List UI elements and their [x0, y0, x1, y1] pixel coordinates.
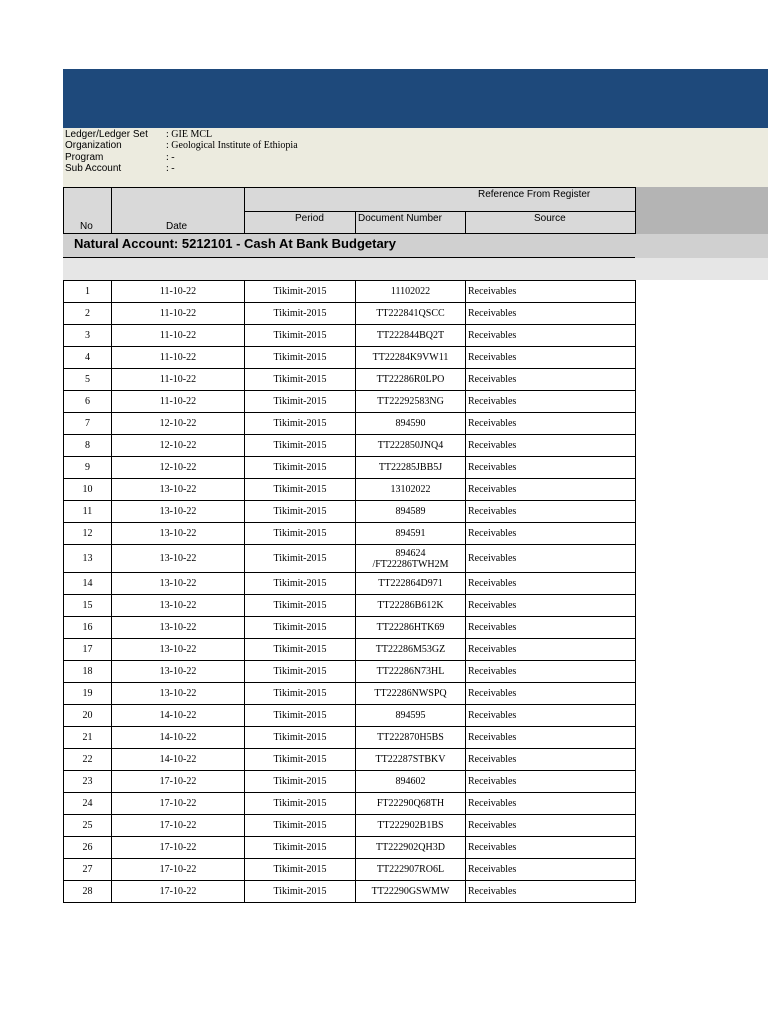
row-document-number: TT222902QH3D — [356, 837, 466, 859]
row-date: 13-10-22 — [112, 617, 245, 639]
report-banner — [63, 69, 768, 128]
row-source: Receivables — [466, 705, 636, 727]
table-row — [64, 771, 636, 793]
table-row — [64, 727, 636, 749]
table-row — [64, 413, 636, 435]
row-number: 13 — [64, 545, 112, 573]
row-date: 12-10-22 — [112, 413, 245, 435]
row-number: 4 — [64, 347, 112, 369]
row-source: Receivables — [466, 281, 636, 303]
table-row — [64, 595, 636, 617]
row-date: 17-10-22 — [112, 859, 245, 881]
row-document-number: 894590 — [356, 413, 466, 435]
table-row — [64, 881, 636, 903]
row-date: 13-10-22 — [112, 661, 245, 683]
row-date: 11-10-22 — [112, 391, 245, 413]
table-row — [64, 435, 636, 457]
column-header-period-label: Period — [295, 213, 324, 224]
row-period: Tikimit-2015 — [245, 771, 356, 793]
row-source: Receivables — [466, 771, 636, 793]
row-number: 24 — [64, 793, 112, 815]
row-period: Tikimit-2015 — [245, 391, 356, 413]
row-date: 17-10-22 — [112, 881, 245, 903]
table-row — [64, 501, 636, 523]
row-document-number: TT22286HTK69 — [356, 617, 466, 639]
row-document-number: 13102022 — [356, 479, 466, 501]
row-source: Receivables — [466, 303, 636, 325]
row-date: 11-10-22 — [112, 325, 245, 347]
row-period: Tikimit-2015 — [245, 501, 356, 523]
row-source: Receivables — [466, 683, 636, 705]
table-row — [64, 661, 636, 683]
column-group-reference — [244, 187, 636, 212]
row-period: Tikimit-2015 — [245, 479, 356, 501]
table-row — [64, 639, 636, 661]
table-row — [64, 325, 636, 347]
row-number: 21 — [64, 727, 112, 749]
row-document-number-line: 894624 — [395, 547, 426, 559]
row-document-number: TT22285JBB5J — [356, 457, 466, 479]
row-document-number: 894591 — [356, 523, 466, 545]
row-document-number: TT222870H5BS — [356, 727, 466, 749]
column-header-period — [244, 211, 356, 234]
table-row — [64, 573, 636, 595]
row-date: 13-10-22 — [112, 595, 245, 617]
row-period: Tikimit-2015 — [245, 369, 356, 391]
row-period: Tikimit-2015 — [245, 837, 356, 859]
row-document-number: 894602 — [356, 771, 466, 793]
table-row — [64, 859, 636, 881]
row-number: 7 — [64, 413, 112, 435]
row-number: 5 — [64, 369, 112, 391]
row-date: 13-10-22 — [112, 683, 245, 705]
table-row — [64, 545, 636, 573]
row-number: 3 — [64, 325, 112, 347]
row-date: 14-10-22 — [112, 705, 245, 727]
row-date: 11-10-22 — [112, 303, 245, 325]
row-document-number: TT22286NWSPQ — [356, 683, 466, 705]
row-number: 25 — [64, 815, 112, 837]
row-document-number — [356, 545, 466, 573]
row-number: 14 — [64, 573, 112, 595]
row-date: 17-10-22 — [112, 815, 245, 837]
meta-label: Program — [65, 152, 104, 163]
column-header-document-number-label: Document Number — [358, 213, 442, 224]
table-row — [64, 617, 636, 639]
row-source: Receivables — [466, 617, 636, 639]
row-source: Receivables — [466, 727, 636, 749]
section-header — [63, 234, 768, 258]
table-row — [64, 705, 636, 727]
row-date: 14-10-22 — [112, 727, 245, 749]
row-source: Receivables — [466, 573, 636, 595]
ledger-table-body — [64, 281, 636, 903]
row-date: 13-10-22 — [112, 479, 245, 501]
row-date: 11-10-22 — [112, 369, 245, 391]
column-header-source-label: Source — [534, 213, 566, 224]
row-source: Receivables — [466, 881, 636, 903]
row-date: 14-10-22 — [112, 749, 245, 771]
row-source: Receivables — [466, 661, 636, 683]
row-source: Receivables — [466, 479, 636, 501]
row-date: 11-10-22 — [112, 347, 245, 369]
row-source: Receivables — [466, 501, 636, 523]
row-date: 13-10-22 — [112, 545, 245, 573]
row-period: Tikimit-2015 — [245, 303, 356, 325]
section-sub-band — [63, 258, 768, 280]
row-source: Receivables — [466, 347, 636, 369]
column-header-no — [63, 187, 112, 234]
row-source: Receivables — [466, 639, 636, 661]
row-document-number: 894595 — [356, 705, 466, 727]
column-header-date — [111, 187, 245, 234]
row-date: 17-10-22 — [112, 771, 245, 793]
row-document-number: TT222907RO6L — [356, 859, 466, 881]
table-row — [64, 347, 636, 369]
row-document-number: TT22286N73HL — [356, 661, 466, 683]
row-document-number: FT22290Q68TH — [356, 793, 466, 815]
table-row — [64, 683, 636, 705]
meta-label: Sub Account — [65, 163, 122, 174]
row-source: Receivables — [466, 435, 636, 457]
row-period: Tikimit-2015 — [245, 281, 356, 303]
row-period: Tikimit-2015 — [245, 881, 356, 903]
row-number: 10 — [64, 479, 112, 501]
row-period: Tikimit-2015 — [245, 815, 356, 837]
report-meta — [63, 128, 768, 187]
meta-value: : - — [166, 163, 175, 174]
row-document-number: TT22286R0LPO — [356, 369, 466, 391]
row-document-number: TT222850JNQ4 — [356, 435, 466, 457]
row-source: Receivables — [466, 391, 636, 413]
table-row — [64, 815, 636, 837]
row-date: 13-10-22 — [112, 523, 245, 545]
row-source: Receivables — [466, 749, 636, 771]
row-document-number: TT22284K9VW11 — [356, 347, 466, 369]
row-period: Tikimit-2015 — [245, 617, 356, 639]
row-date: 11-10-22 — [112, 281, 245, 303]
table-row — [64, 749, 636, 771]
row-date: 13-10-22 — [112, 639, 245, 661]
row-date: 17-10-22 — [112, 837, 245, 859]
row-date: 13-10-22 — [112, 501, 245, 523]
table-row — [64, 391, 636, 413]
row-source: Receivables — [466, 457, 636, 479]
meta-value: : - — [166, 152, 175, 163]
table-row — [64, 369, 636, 391]
row-source: Receivables — [466, 369, 636, 391]
row-document-number: TT22286B612K — [356, 595, 466, 617]
row-number: 28 — [64, 881, 112, 903]
row-period: Tikimit-2015 — [245, 727, 356, 749]
ledger-table — [63, 280, 636, 903]
row-period: Tikimit-2015 — [245, 793, 356, 815]
meta-value: : Geological Institute of Ethiopia — [166, 140, 298, 151]
table-row — [64, 457, 636, 479]
row-period: Tikimit-2015 — [245, 545, 356, 573]
table-row — [64, 479, 636, 501]
row-source: Receivables — [466, 545, 636, 573]
row-date: 12-10-22 — [112, 435, 245, 457]
row-document-number-line: /FT22286TWH2M — [372, 558, 449, 570]
row-number: 20 — [64, 705, 112, 727]
row-number: 27 — [64, 859, 112, 881]
row-source: Receivables — [466, 523, 636, 545]
row-period: Tikimit-2015 — [245, 413, 356, 435]
row-number: 6 — [64, 391, 112, 413]
meta-label: Ledger/Ledger Set — [65, 129, 148, 140]
row-date: 13-10-22 — [112, 573, 245, 595]
row-document-number: 11102022 — [356, 281, 466, 303]
row-document-number: TT22287STBKV — [356, 749, 466, 771]
row-source: Receivables — [466, 595, 636, 617]
row-date: 17-10-22 — [112, 793, 245, 815]
section-title: Natural Account: 5212101 - Cash At Bank Budgetary — [74, 236, 396, 251]
row-source: Receivables — [466, 325, 636, 347]
row-period: Tikimit-2015 — [245, 683, 356, 705]
row-number: 26 — [64, 837, 112, 859]
row-document-number: 894589 — [356, 501, 466, 523]
row-number: 12 — [64, 523, 112, 545]
row-period: Tikimit-2015 — [245, 457, 356, 479]
row-document-number: TT222841QSCC — [356, 303, 466, 325]
row-period: Tikimit-2015 — [245, 705, 356, 727]
row-number: 1 — [64, 281, 112, 303]
column-group-reference-label: Reference From Register — [478, 189, 591, 200]
row-source: Receivables — [466, 815, 636, 837]
row-number: 19 — [64, 683, 112, 705]
row-period: Tikimit-2015 — [245, 573, 356, 595]
row-document-number: TT22290GSWMW — [356, 881, 466, 903]
row-source: Receivables — [466, 413, 636, 435]
row-document-number: TT22286M53GZ — [356, 639, 466, 661]
header-filler — [636, 187, 768, 234]
row-period: Tikimit-2015 — [245, 859, 356, 881]
row-number: 9 — [64, 457, 112, 479]
table-row — [64, 303, 636, 325]
row-document-number: TT222844BQ2T — [356, 325, 466, 347]
row-number: 17 — [64, 639, 112, 661]
column-header-no-label: No — [80, 221, 93, 232]
table-row — [64, 793, 636, 815]
row-period: Tikimit-2015 — [245, 325, 356, 347]
row-document-number: TT22292583NG — [356, 391, 466, 413]
meta-label: Organization — [65, 140, 122, 151]
row-number: 22 — [64, 749, 112, 771]
row-period: Tikimit-2015 — [245, 347, 356, 369]
row-date: 12-10-22 — [112, 457, 245, 479]
row-source: Receivables — [466, 837, 636, 859]
row-document-number: TT222864D971 — [356, 573, 466, 595]
table-row — [64, 281, 636, 303]
column-header-source — [465, 211, 636, 234]
row-period: Tikimit-2015 — [245, 523, 356, 545]
row-document-number: TT222902B1BS — [356, 815, 466, 837]
row-number: 16 — [64, 617, 112, 639]
column-header-date-label: Date — [166, 221, 188, 232]
row-period: Tikimit-2015 — [245, 595, 356, 617]
column-header-document-number — [355, 211, 466, 234]
row-source: Receivables — [466, 793, 636, 815]
meta-value: : GIE MCL — [166, 129, 213, 140]
row-period: Tikimit-2015 — [245, 639, 356, 661]
row-period: Tikimit-2015 — [245, 749, 356, 771]
row-period: Tikimit-2015 — [245, 435, 356, 457]
table-row — [64, 523, 636, 545]
row-period: Tikimit-2015 — [245, 661, 356, 683]
row-source: Receivables — [466, 859, 636, 881]
table-row — [64, 837, 636, 859]
row-number: 11 — [64, 501, 112, 523]
row-number: 18 — [64, 661, 112, 683]
row-number: 8 — [64, 435, 112, 457]
row-number: 23 — [64, 771, 112, 793]
row-number: 2 — [64, 303, 112, 325]
row-number: 15 — [64, 595, 112, 617]
